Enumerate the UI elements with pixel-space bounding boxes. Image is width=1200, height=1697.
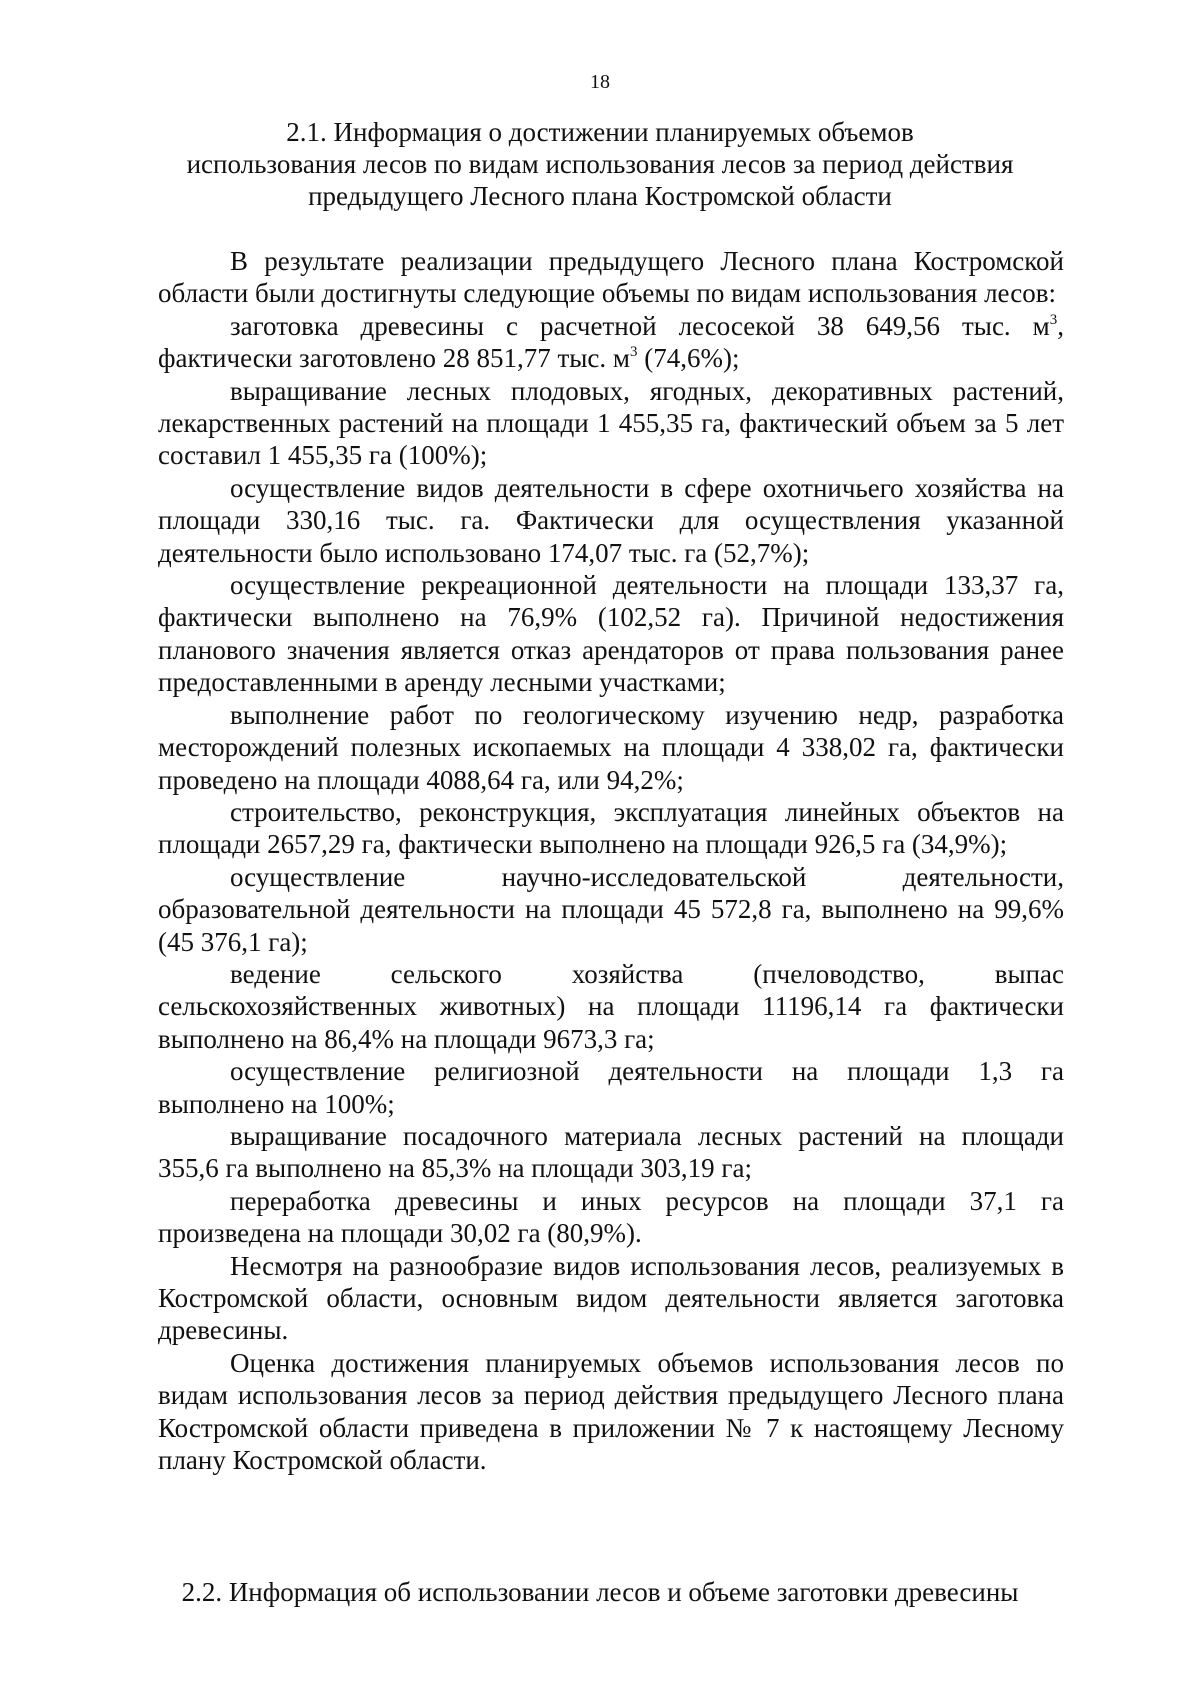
paragraph-recreation: осуществление рекреационной деятельности на площади 133,37 га, фактически выполнено на 76,9% (102,52 га). Причиной недостижения планового значения является отказ арендаторов от права пользования ранее предоставленными в аренду лесными участками; [158, 570, 1064, 698]
paragraph-plant-cultivation: выращивание лесных плодовых, ягодных, декоративных растений, лекарственных растений на площади 1 455,35 га, фактический объем за 5 лет составил 1 455,35 га (100%); [158, 375, 1064, 471]
section-2-1-title-line: предыдущего Лесного плана Костромской области [308, 181, 892, 211]
section-2-1-title [150, 116, 1050, 212]
page-number: 18 [590, 71, 610, 93]
paragraph-geology: выполнение работ по геологическому изучению недр, разработка месторождений полезных ископаемых на площади 4 338,02 га, фактически проведено на площади 4088,64 га, или 94,2%; [158, 699, 1064, 795]
paragraph-hunting: осуществление видов деятельности в сфере охотничьего хозяйства на площади 330,16 тыс. га. Фактически для осуществления указанной деятельности было использовано 174,07 тыс. га (52,7%); [158, 472, 1064, 568]
paragraph-religious: осуществление религиозной деятельности на площади 1,3 га выполнено на 100%; [158, 1056, 1064, 1119]
superscript-3: 3 [1049, 311, 1058, 328]
section-2-1-title-line: 2.1. Информация о достижении планируемых объемов [286, 117, 914, 147]
paragraph-linear-objects: строительство, реконструкция, эксплуатация линейных объектов на площади 2657,29 га, фактически выполнено на площади 926,5 га (34,9%); [158, 796, 1064, 860]
paragraph-research: осуществление научно-исследовательской деятельности, образовательной деятельности на площади 45 572,8 га, выполнено на 99,6% (45 376,1 га); [158, 861, 1064, 957]
section-2-2-title [150, 1576, 1050, 1608]
paragraph-text: заготовка древесины с расчетной лесосекой 38 649,56 тыс. м [230, 310, 1050, 341]
section-2-1-title-line: использования лесов по видам использования лесов за период действия [186, 149, 1014, 179]
paragraph-assessment: Оценка достижения планируемых объемов использования лесов по видам использования лесов за период действия предыдущего Лесного плана Костромской области приведена в приложении № 7 к настоящему Лесному плану Костромской области. [158, 1347, 1064, 1476]
paragraph-planting-material: выращивание посадочного материала лесных растений на площади 355,6 га выполнено на 85,3% на площади 303,19 га; [158, 1120, 1064, 1184]
paragraph-text: (74,6%); [637, 343, 740, 374]
paragraph-agriculture: ведение сельского хозяйства (пчеловодство, выпас сельскохозяйственных животных) на площади 11196,14 га фактически выполнено на 86,4% на площади 9673,3 га; [158, 958, 1064, 1054]
paragraph-timber-harvest [158, 310, 1064, 375]
paragraph-intro: В результате реализации предыдущего Лесного плана Костромской области были достигнуты следующие объемы по видам использования лесов: [158, 246, 1064, 309]
superscript-3: 3 [629, 344, 638, 361]
paragraph-summary: Несмотря на разнообразие видов использования лесов, реализуемых в Костромской области, основным видом деятельности является заготовка древесины. [158, 1250, 1064, 1346]
section-2-2-title-line: 2.2. Информация об использовании лесов и объеме заготовки древесины [181, 1577, 1019, 1607]
paragraph-text: , фактически заготовлено 28 851,77 тыс. м [158, 310, 1064, 374]
body-text [158, 245, 1064, 1476]
paragraph-wood-processing: переработка древесины и иных ресурсов на площади 37,1 га произведена на площади 30,02 га (80,9%). [158, 1185, 1064, 1249]
